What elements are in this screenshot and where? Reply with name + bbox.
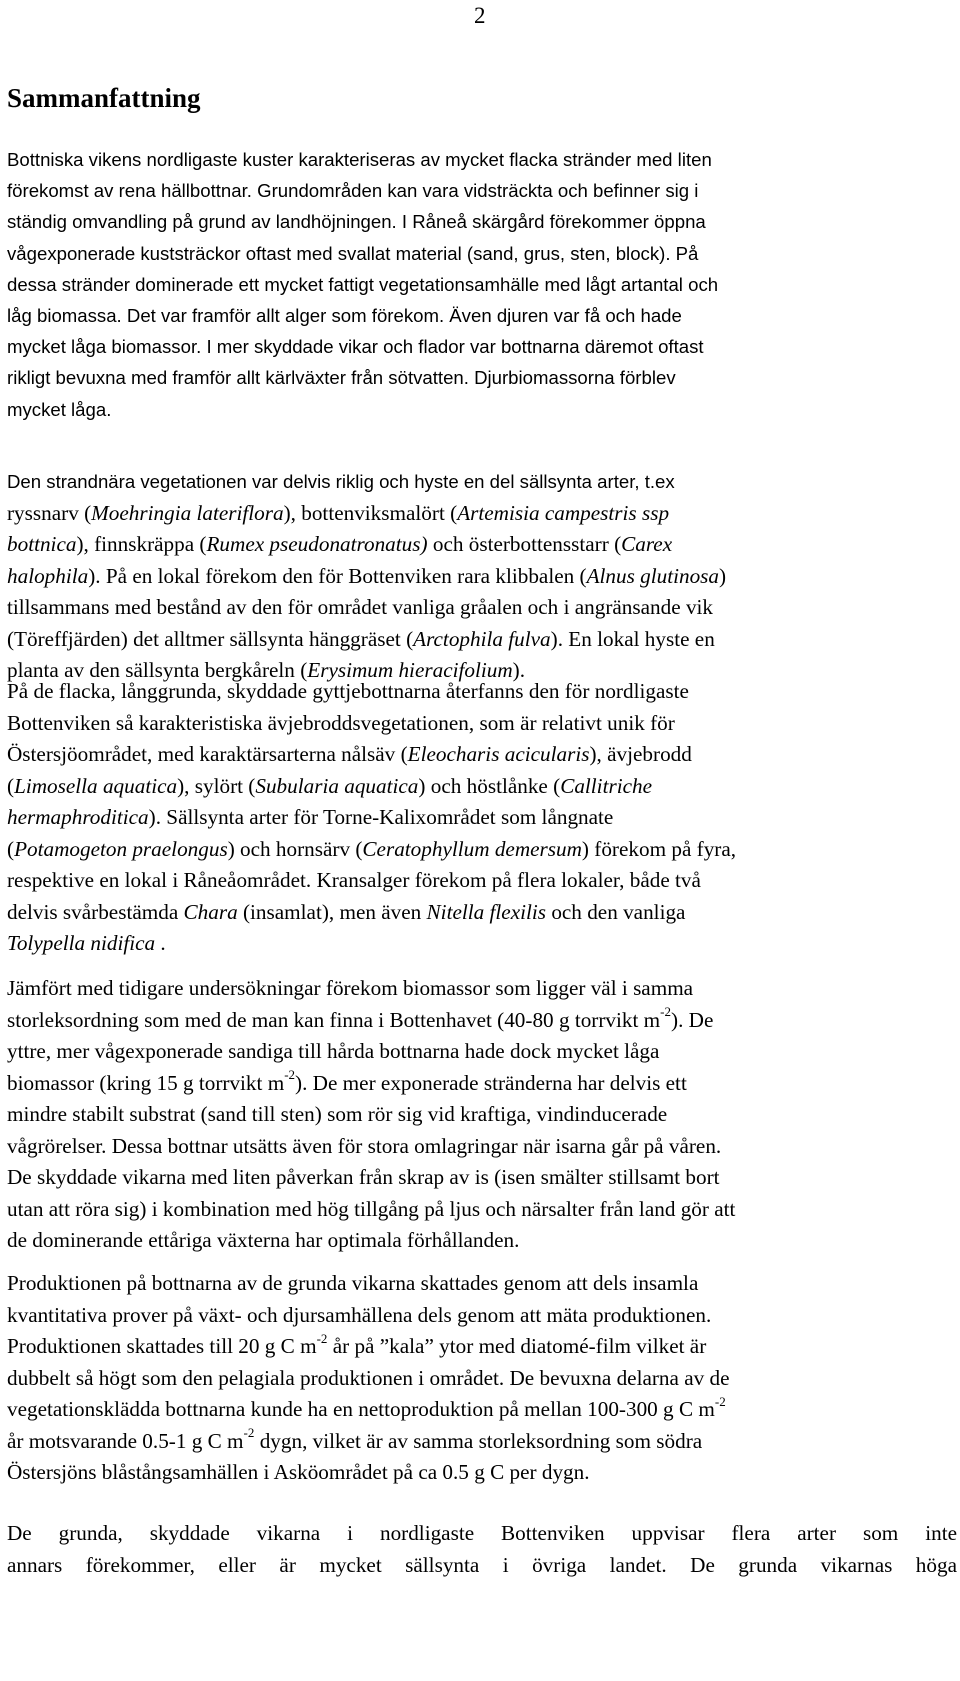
species-name: Nitella flexilis [426, 899, 547, 924]
text-run: Produktionen på bottnarna av de grunda vikarna skattades genom att dels insamla [7, 1271, 699, 1295]
text-line [7, 1068, 957, 1100]
text-line [7, 834, 957, 866]
text-run: De grunda, skyddade vikarna i nordligaste Bottenviken uppvisar flera arter som inte [7, 1521, 957, 1545]
text-run: ) [719, 563, 727, 588]
text-run: de dominerande ettåriga växterna har optimala förhållanden. [7, 1228, 520, 1252]
text-run: yttre, mer vågexponerade sandiga till hårda bottnarna hade dock mycket låga [7, 1039, 660, 1063]
text-run: ), sylört ( [177, 773, 256, 798]
text-line [7, 1099, 957, 1131]
text-run: respektive en lokal i Råneåområdet. Kransalger förekom på flera lokaler, både två [7, 868, 701, 892]
paragraph [7, 466, 957, 687]
text-line [7, 1300, 957, 1332]
text-line [7, 1131, 957, 1163]
paragraph [7, 1268, 957, 1489]
text-run: ( [7, 773, 15, 798]
text-line [7, 973, 957, 1005]
text-line [7, 802, 957, 834]
text-line [7, 1457, 957, 1489]
text-run: ). En lokal hyste en [550, 626, 715, 651]
text-run: mycket låga. [7, 398, 112, 420]
text-run: dubbelt så högt som den pelagiala produktionen i området. De bevuxna delarna av de [7, 1365, 730, 1390]
text-line [7, 1363, 957, 1395]
text-line [7, 771, 957, 803]
text-line [7, 928, 957, 960]
text-run: annars förekommer, eller är mycket sällsynta i övriga landet. De grunda vikarnas höga [7, 1552, 957, 1577]
text-line [7, 592, 957, 624]
text-run: mindre stabilt substrat (sand till sten) som rör sig vid kraftiga, vindinducerade [7, 1102, 668, 1126]
text-run: dessa stränder dominerade ett mycket fattigt vegetationsamhälle med lågt artantal och [7, 273, 719, 295]
text-run: Östersjöområdet, med karaktärsarterna nålsäv ( [7, 742, 408, 766]
text-line [7, 206, 957, 237]
text-run: Bottniska vikens nordligaste kuster karakteriseras av mycket flacka stränder med liten [7, 149, 712, 170]
text-run: (insamlat), men även [237, 899, 427, 924]
text-run: ). Sällsynta arter för Torne-Kalixområdet som långnate [148, 805, 614, 829]
text-run: ). De [671, 1007, 714, 1032]
text-line [7, 1268, 957, 1300]
text-run: (Töreffjärden) det alltmer sällsynta hänggräset ( [7, 626, 414, 651]
paragraph [7, 676, 957, 960]
text-line [7, 739, 957, 771]
text-run: ), bottenviksmalört ( [283, 500, 458, 525]
text-run: biomassor (kring 15 g torrvikt m [7, 1070, 285, 1095]
text-run: tillsammans med bestånd av den för området vanliga gråalen och i angränsande vik [7, 595, 714, 619]
text-run: ) och hornsärv ( [227, 836, 363, 861]
text-run: ), ävjebrodd [589, 742, 692, 766]
text-run: vågexponerade kuststräckor oftast med svallat material (sand, grus, sten, block). På [7, 242, 699, 264]
paragraph [7, 144, 957, 425]
text-run: ( [7, 836, 15, 861]
text-run: Jämfört med tidigare undersökningar förekom biomassor som ligger väl i samma [7, 976, 694, 1000]
text-line [7, 238, 957, 269]
species-name: Artemisia campestris ssp [457, 500, 670, 525]
text-run: Produktionen skattades till 20 g C m [7, 1334, 317, 1358]
text-run: år på ”kala” ytor med diatomé-film vilket är [327, 1334, 707, 1358]
species-name: Alnus glutinosa [586, 563, 720, 588]
species-name: Potamogeton praelongus [14, 836, 228, 861]
text-run: kvantitativa prover på växt- och djursamhällena dels genom att mäta produktionen. [7, 1302, 712, 1327]
text-line [7, 1162, 957, 1194]
text-run: ), finnskräppa ( [76, 532, 207, 556]
text-run: ). De mer exponerade stränderna har delvis ett [295, 1070, 687, 1095]
text-line [7, 394, 957, 425]
text-line [7, 498, 957, 530]
species-name: Erysimum hieracifolium [307, 658, 513, 682]
text-run: ständig omvandling på grund av landhöjningen. I Råneå skärgård förekommer öppna [7, 211, 706, 233]
text-run: De skyddade vikarna med liten påverkan från skrap av is (isen smälter stillsamt bort [7, 1165, 720, 1189]
text-run: förekomst av rena hällbottnar. Grundområden kan vara vidsträckta och befinner sig i [7, 180, 699, 202]
text-line [7, 897, 957, 929]
text-run: och österbottensstarr ( [427, 532, 622, 556]
species-name: Carex [621, 532, 673, 556]
text-run: år motsvarande 0.5-1 g C m [7, 1428, 244, 1453]
text-run: låg biomassa. Det var framför allt alger som förekom. Även djuren var få och hade [7, 305, 682, 327]
text-line [7, 1331, 957, 1363]
text-line [7, 561, 957, 593]
text-line [7, 1005, 957, 1037]
text-run: planta av den sällsynta bergkåreln ( [7, 658, 308, 682]
text-run: delvis svårbestämda [7, 899, 184, 924]
species-name: bottnica [7, 532, 77, 556]
text-run: ) och höstlånke ( [418, 773, 561, 798]
species-name: Arctophila fulva [413, 626, 551, 651]
species-name: Chara [183, 899, 238, 924]
text-line [7, 865, 957, 897]
species-name: Callitriche [560, 773, 652, 798]
text-run: ryssnarv ( [7, 500, 92, 525]
text-line [7, 1518, 957, 1550]
superscript: -2 [660, 1004, 672, 1020]
superscript: -2 [714, 1393, 726, 1409]
text-line [7, 1394, 957, 1426]
text-run: utan att röra sig) i kombination med hög tillgång på ljus och närsalter från land gör att [7, 1196, 736, 1221]
text-line [7, 624, 957, 656]
text-run: ) förekom på fyra, [581, 836, 737, 861]
text-line [7, 529, 957, 561]
species-name: hermaphroditica [7, 805, 149, 829]
superscript: -2 [243, 1425, 255, 1441]
text-line [7, 1550, 957, 1582]
text-run: rikligt bevuxna med framför allt kärlväxter från sötvatten. Djurbiomassorna förblev [7, 367, 676, 389]
text-run: vegetationsklädda bottnarna kunde ha en nettoproduktion på mellan 100-300 g C m [7, 1397, 715, 1421]
text-run: mycket låga biomassor. I mer skyddade vikar och flador var bottnarna däremot oftast [7, 336, 704, 358]
text-line [7, 676, 957, 708]
species-name: Subularia aquatica [255, 773, 419, 798]
text-line [7, 466, 957, 498]
text-run: ). På en lokal förekom den för Bottenviken rara klibbalen ( [88, 563, 587, 588]
text-run: . [155, 931, 166, 955]
text-line [7, 362, 957, 393]
page-heading: Sammanfattning [7, 83, 201, 113]
text-run: dygn, vilket är av samma storleksordning som södra [254, 1428, 703, 1453]
species-name: Tolypella nidifica [7, 931, 156, 955]
species-name: Ceratophyllum demersum [362, 836, 582, 861]
text-line [7, 1194, 957, 1226]
paragraph [7, 1518, 957, 1581]
text-line [7, 269, 957, 300]
superscript: -2 [316, 1330, 328, 1346]
text-line [7, 708, 957, 740]
paragraph [7, 973, 957, 1257]
text-run: ). [512, 658, 525, 682]
text-run: storleksordning som med de man kan finna i Bottenhavet (40-80 g torrvikt m [7, 1007, 661, 1032]
text-run: Den strandnära vegetationen var delvis riklig och hyste en del sällsynta arter, t.ex [7, 471, 675, 492]
species-name: halophila [7, 563, 89, 588]
text-line [7, 1036, 957, 1068]
text-run: och den vanliga [546, 899, 686, 924]
species-name: Limosella aquatica [14, 773, 178, 798]
species-name: Rumex pseudonatronatus) [206, 532, 428, 556]
text-line [7, 1426, 957, 1458]
text-run: Östersjöns blåstångsamhällen i Asköområdet på ca 0.5 g C per dygn. [7, 1460, 590, 1484]
superscript: -2 [284, 1067, 296, 1083]
species-name: Eleocharis acicularis [407, 742, 590, 766]
text-line [7, 331, 957, 362]
text-line [7, 300, 957, 331]
text-line [7, 1225, 957, 1257]
text-run: Bottenviken så karakteristiska ävjebroddsvegetationen, som är relativt unik för [7, 710, 675, 735]
species-name: Moehringia lateriflora [91, 500, 284, 525]
page-number: 2 [474, 3, 486, 28]
text-line [7, 175, 957, 206]
text-run: vågrörelser. Dessa bottnar utsätts även för stora omlagringar när isarna går på våren. [7, 1133, 722, 1158]
text-line [7, 144, 957, 175]
text-run: På de flacka, långgrunda, skyddade gyttjebottnarna återfanns den för nordligaste [7, 679, 689, 703]
